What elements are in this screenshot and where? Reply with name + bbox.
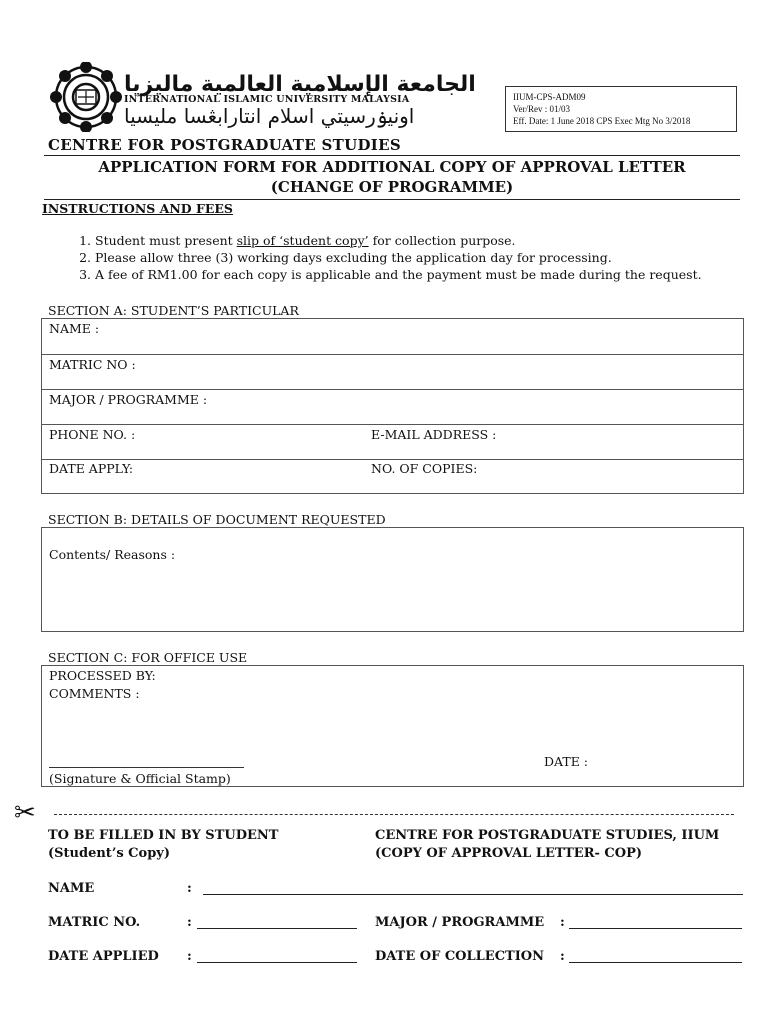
slip-matric-label: MATRIC NO. — [48, 915, 141, 930]
form-title: APPLICATION FORM FOR ADDITIONAL COPY OF APPROVAL LETTER — [98, 158, 686, 176]
slip-date-applied-field[interactable] — [197, 962, 357, 963]
instruction-item: 2. Please allow three (3) working days excluding the application day for processing. — [95, 249, 702, 266]
slip-matric-colon: : — [187, 915, 192, 930]
student-copy-emphasis: slip of ‘student copy’ — [236, 233, 369, 248]
comments-label: COMMENTS : — [49, 686, 140, 701]
slip-date-applied-colon: : — [187, 949, 192, 964]
slip-date-collection-field[interactable] — [569, 962, 742, 963]
doc-code: IIUM-CPS-ADM09 — [513, 92, 586, 102]
section-b-box[interactable] — [41, 527, 744, 632]
slip-right-title: CENTRE FOR POSTGRADUATE STUDIES, IIUM — [375, 828, 720, 843]
slip-right-subtitle: (COPY OF APPROVAL LETTER- COP) — [375, 846, 643, 861]
cut-line — [54, 814, 734, 815]
slip-date-applied-label: DATE APPLIED — [48, 949, 159, 964]
ver-rev: Ver/Rev : 01/03 — [513, 104, 570, 114]
centre-name: CENTRE FOR POSTGRADUATE STUDIES — [48, 136, 401, 154]
university-name-english: INTERNATIONAL ISLAMIC UNIVERSITY MALAYSIA — [124, 94, 410, 105]
slip-matric-field[interactable] — [197, 928, 357, 929]
slip-major-colon: : — [560, 915, 565, 930]
slip-major-field[interactable] — [569, 928, 742, 929]
scissors-icon: ✂ — [14, 798, 36, 828]
section-a-heading: SECTION A: STUDENT’S PARTICULAR — [48, 303, 299, 318]
instruction-item: 1. Student must present slip of ‘student copy’ for collection purpose. — [95, 232, 702, 249]
slip-name-label: NAME — [48, 881, 95, 896]
name-label: NAME : — [49, 321, 100, 336]
date-apply-label: DATE APPLY: — [49, 461, 134, 476]
eff-date: Eff. Date: 1 June 2018 CPS Exec Mtg No 3/2018 — [513, 116, 691, 126]
email-label: E-MAIL ADDRESS : — [371, 427, 497, 442]
contents-label: Contents/ Reasons : — [49, 547, 176, 562]
instructions-list — [52, 232, 702, 283]
university-name-arabic: الجامعة الإسلامية العالمية ماليزيا — [124, 72, 476, 97]
office-date-label: DATE : — [544, 754, 589, 769]
processed-label: PROCESSED BY: — [49, 668, 156, 683]
title-rule — [44, 199, 740, 200]
instruction-item: 3. A fee of RM1.00 for each copy is applicable and the payment must be made during the request. — [95, 266, 702, 283]
university-name-jawi: اونيۏرسيتي اسلام انتارابڠسا مليسيا — [124, 104, 415, 128]
form-subtitle: (CHANGE OF PROGRAMME) — [270, 178, 514, 196]
document-code-box — [505, 86, 737, 132]
slip-left-title: TO BE FILLED IN BY STUDENT — [48, 828, 279, 843]
slip-name-field[interactable] — [203, 894, 743, 895]
copies-label: NO. OF COPIES: — [371, 461, 478, 476]
slip-date-collection-label: DATE OF COLLECTION — [375, 949, 545, 964]
slip-left-subtitle: (Student’s Copy) — [48, 846, 170, 861]
major-row[interactable] — [42, 390, 743, 425]
date-copies-row[interactable] — [42, 460, 743, 494]
major-label: MAJOR / PROGRAMME : — [49, 392, 208, 407]
section-b-heading: SECTION B: DETAILS OF DOCUMENT REQUESTED — [48, 512, 386, 527]
slip-name-colon: : — [187, 881, 192, 896]
header-rule — [44, 155, 740, 156]
matric-row[interactable] — [42, 355, 743, 390]
section-c-heading: SECTION C: FOR OFFICE USE — [48, 650, 248, 665]
matric-label: MATRIC NO : — [49, 357, 136, 372]
phone-label: PHONE NO. : — [49, 427, 136, 442]
slip-date-collection-colon: : — [560, 949, 565, 964]
section-a-box — [41, 318, 744, 494]
signature-line[interactable] — [49, 767, 244, 768]
section-c-box — [41, 665, 744, 787]
name-row[interactable] — [42, 319, 743, 355]
slip-major-label: MAJOR / PROGRAMME — [375, 915, 545, 930]
phone-email-row[interactable] — [42, 425, 743, 460]
iium-logo-icon — [48, 62, 124, 132]
signature-label: (Signature & Official Stamp) — [49, 771, 231, 786]
instructions-heading: INSTRUCTIONS AND FEES — [42, 201, 233, 216]
